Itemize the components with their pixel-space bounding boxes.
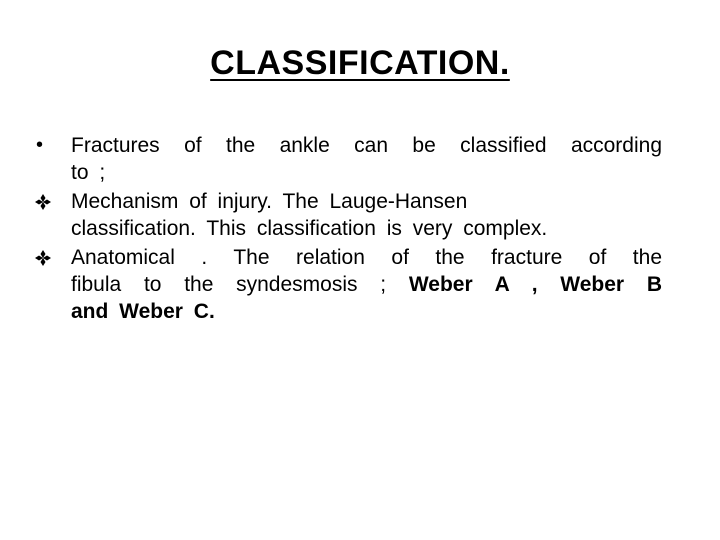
weber-classes-text: Weber A , Weber B <box>408 273 662 296</box>
list-item <box>32 244 662 325</box>
slide-title: CLASSIFICATION. <box>210 44 510 82</box>
weber-classes-text-end: and Weber C. <box>71 300 215 323</box>
list-item-text-continued: to ; <box>71 161 106 184</box>
list-item-text-line2: fibula to the syndesmosis ; Weber A , Weber B <box>71 273 662 296</box>
list-item-text: Mechanism of injury. The Lauge-Hansen <box>71 190 468 213</box>
bullet-list <box>32 132 662 327</box>
list-item <box>32 188 662 242</box>
list-item-text: Fractures of the ankle can be classified according <box>71 134 662 157</box>
list-item-text: Anatomical . The relation of the fracture of the <box>71 246 662 269</box>
bullet-dot-icon: • <box>36 134 44 156</box>
four-diamond-icon <box>32 244 68 271</box>
list-item <box>32 132 662 186</box>
list-item-text-continued: classification. This classification is very complex. <box>71 217 548 240</box>
four-diamond-icon <box>32 188 68 215</box>
